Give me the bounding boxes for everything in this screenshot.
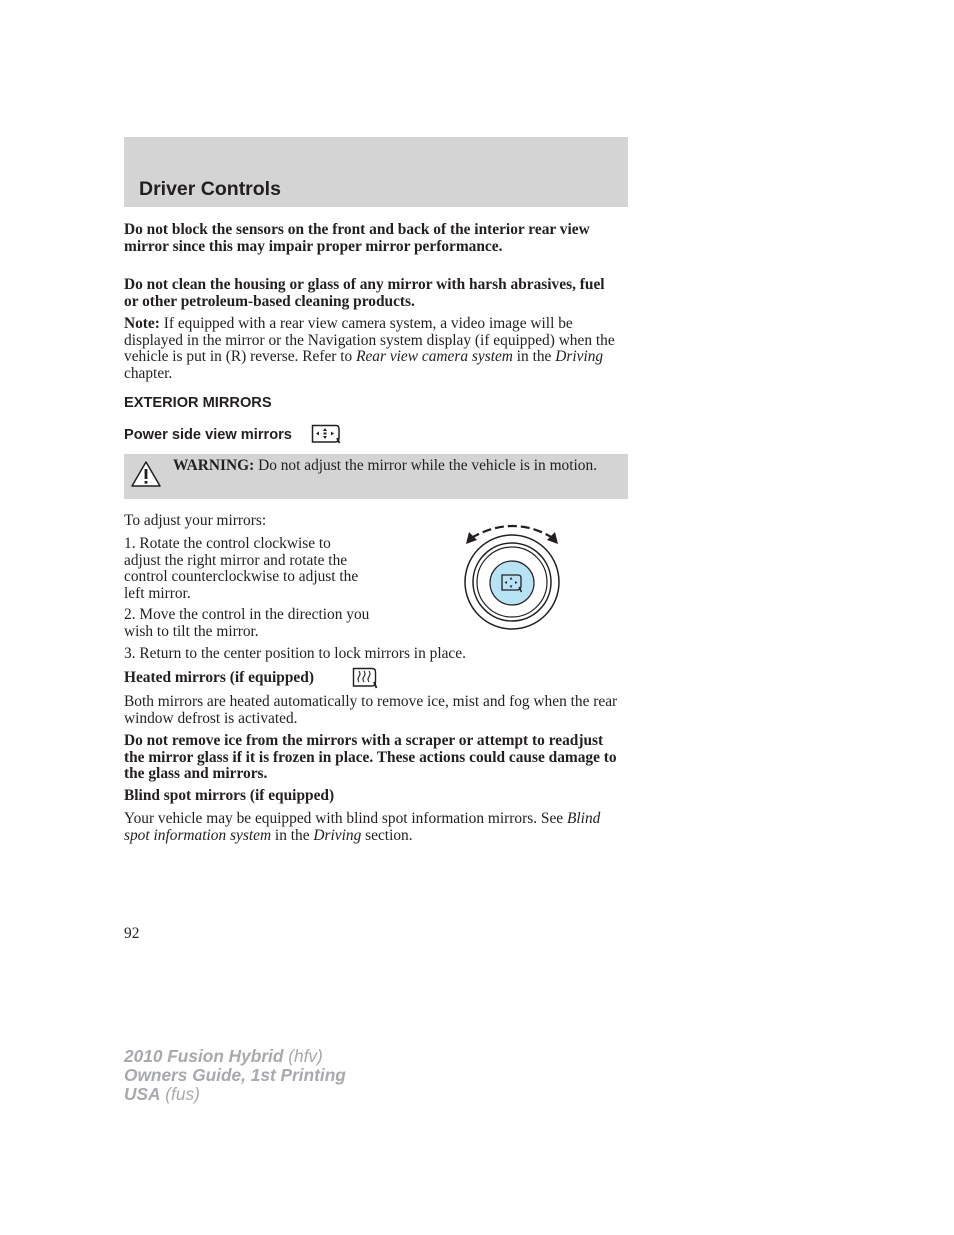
heated-mirror-icon [352,667,378,689]
sensor-warning-text: Do not block the sensors on the front and back of the interior rear view mirror since this may impair proper mirror performance. [124,221,590,255]
blind-spot-heading: Blind spot mirrors (if equipped) [124,787,335,804]
adjust-step-2: 2. Move the control in the direction you wish to tilt the mirror. [124,606,370,640]
blind-spot-mid: in the [271,826,314,844]
camera-note [124,316,628,382]
warning-triangle-icon [130,460,162,488]
footer-line-1 [124,1047,346,1066]
warning-message [173,458,613,475]
blind-spot-ref-driving: Driving [313,826,362,844]
warning-text: Do not adjust the mirror while the vehicle is in motion. [254,457,598,474]
footer-line-2 [124,1066,346,1085]
power-mirrors-heading [124,427,292,443]
footer-market: USA [124,1084,161,1104]
document-footer [124,1047,346,1104]
heated-mirrors-warning: Do not remove ice from the mirrors with a scraper or attempt to readjust the mirror glass if it is frozen in place. These actions could cause damage to the glass and mirrors. [124,732,617,782]
footer-line-3 [124,1085,346,1104]
blind-spot-body [124,811,624,844]
power-mirror-icon [311,424,341,444]
mirror-control-knob-illustration [455,516,571,632]
exterior-mirrors-heading: EXTERIOR MIRRORS [124,395,272,411]
blind-spot-text: Your vehicle may be equipped with blind spot information mirrors. See [124,810,567,827]
warning-label: WARNING: [173,457,255,474]
note-end: chapter. [124,364,173,382]
footer-model-code: (hfv) [283,1046,323,1066]
note-text: If equipped with a rear view camera system, a video image will be displayed in the mirror or the Navigation system display (if equipped) when the vehicle is put in (R) reverse. Refer to [124,315,615,365]
power-mirrors-heading-label: Power side view mirrors [124,427,292,443]
section-title: Driver Controls [139,178,281,200]
note-label: Note: [124,315,160,332]
footer-printing: Owners Guide, 1st Printing [124,1065,346,1085]
adjust-step-1: 1. Rotate the control clockwise to adjust the right mirror and rotate the control counterclockwise to adjust the left mirror. [124,535,359,602]
blind-spot-end: section. [361,826,413,844]
page-number: 92 [124,925,140,942]
footer-market-code: (fus) [160,1084,200,1104]
heated-mirrors-body: Both mirrors are heated automatically to remove ice, mist and fog when the rear window defrost is activated. [124,693,618,727]
footer-model: 2010 Fusion Hybrid [124,1046,284,1066]
note-ref-camera: Rear view camera system [356,348,513,365]
note-ref-driving: Driving [555,348,604,365]
adjust-intro: To adjust your mirrors: [124,512,267,529]
heated-mirrors-heading: Heated mirrors (if equipped) [124,669,314,686]
note-mid: in the [512,348,556,365]
adjust-step-3: 3. Return to the center position to lock mirrors in place. [124,645,466,662]
blind-spot-ref: Blind spot information system [124,810,601,844]
cleaning-warning-text: Do not clean the housing or glass of any mirror with harsh abrasives, fuel or other petroleum-based cleaning products. [124,276,605,310]
